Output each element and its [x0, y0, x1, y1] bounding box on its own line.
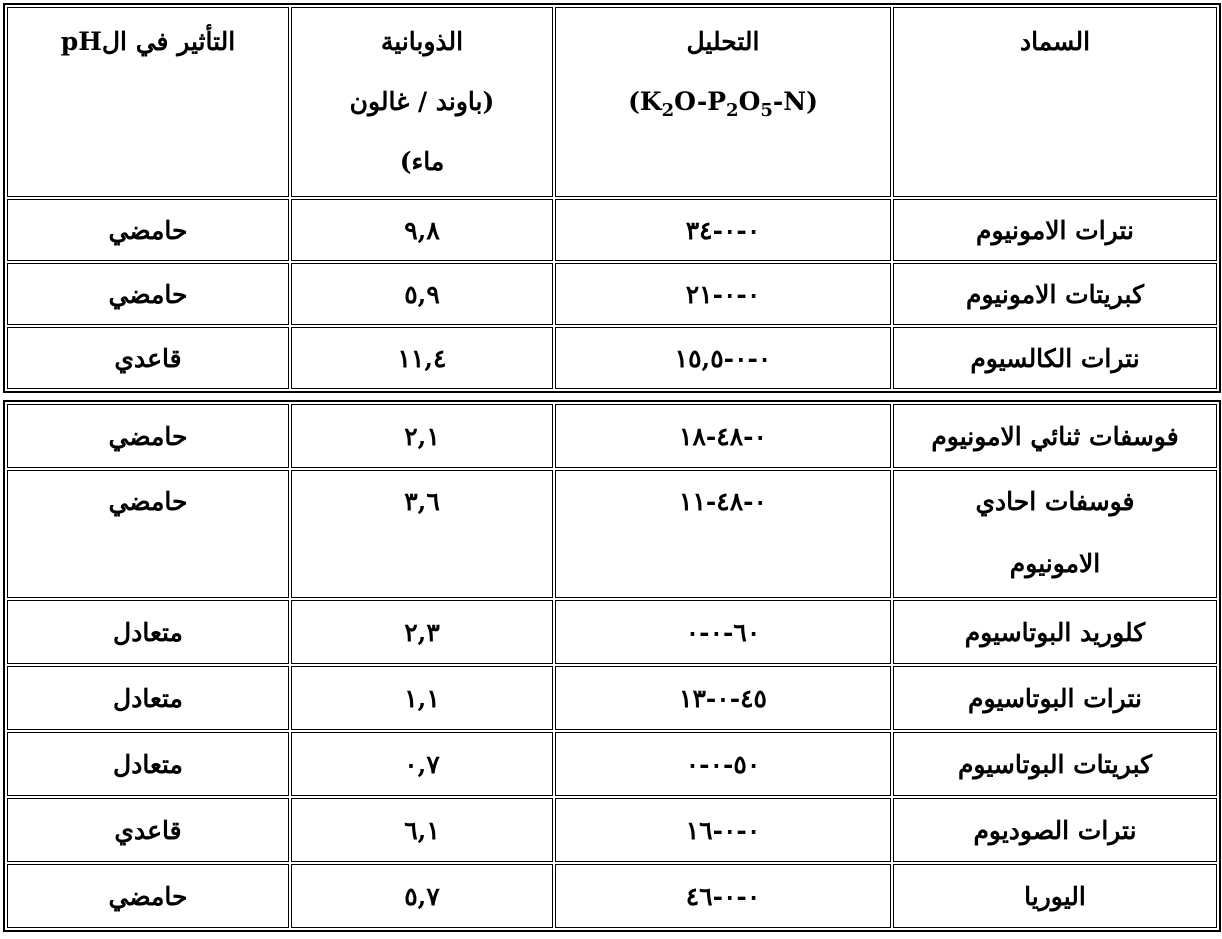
cell-fertilizer: اليوريا [893, 864, 1217, 928]
cell-solubility: ٥,٩ [291, 263, 553, 325]
table-row [7, 864, 1217, 928]
header-fertilizer: السماد [893, 7, 1217, 197]
cell-fertilizer: كلوريد البوتاسيوم [893, 600, 1217, 664]
cell-ph: حامضي [7, 470, 289, 598]
cell-analysis: ٠-٠-١٦ [555, 798, 891, 862]
cell-solubility: ٣,٦ [291, 470, 553, 598]
header-solubility: الذوبانية (باوند / غالون ماء) [291, 7, 553, 197]
table-row [7, 666, 1217, 730]
cell-solubility: ٢,٣ [291, 600, 553, 664]
table-row [7, 600, 1217, 664]
cell-fertilizer: كبريتات الامونيوم [893, 263, 1217, 325]
header-analysis-title: التحليل [686, 27, 760, 56]
header-analysis-formula: $(K_2O-P_2O_5-N)$ [628, 87, 818, 121]
table-row [7, 263, 1217, 325]
cell-ph: متعادل [7, 666, 289, 730]
cell-ph: حامضي [7, 864, 289, 928]
cell-ph: حامضي [7, 404, 289, 468]
table-row [7, 732, 1217, 796]
cell-analysis: ٥٠-٠-٠ [555, 732, 891, 796]
header-ph-effect: التأثير في الpH [7, 7, 289, 197]
cell-analysis: ٤٥-٠-١٣ [555, 666, 891, 730]
cell-analysis: ٠-٠-٢١ [555, 263, 891, 325]
cell-ph: قاعدي [7, 327, 289, 389]
cell-fertilizer: فوسفات احادي الامونيوم [893, 470, 1217, 598]
header-analysis [555, 7, 891, 197]
cell-solubility: ٥,٧ [291, 864, 553, 928]
table-row [7, 327, 1217, 389]
cell-ph: حامضي [7, 199, 289, 261]
cell-analysis: ٠-٠-١٥,٥ [555, 327, 891, 389]
cell-analysis: ٠-٤٨-١١ [555, 470, 891, 598]
fertilizer-table-part-2 [3, 400, 1221, 932]
table-row [7, 798, 1217, 862]
cell-analysis: ٠-٠-٣٤ [555, 199, 891, 261]
cell-solubility: ١,١ [291, 666, 553, 730]
cell-analysis: ٦٠-٠-٠ [555, 600, 891, 664]
cell-fertilizer: فوسفات ثنائي الامونيوم [893, 404, 1217, 468]
cell-fertilizer: نترات الكالسيوم [893, 327, 1217, 389]
cell-ph: قاعدي [7, 798, 289, 862]
cell-solubility: ٦,١ [291, 798, 553, 862]
cell-analysis: ٠-٠-٤٦ [555, 864, 891, 928]
cell-solubility: ١١,٤ [291, 327, 553, 389]
cell-solubility: ٩,٨ [291, 199, 553, 261]
table-row [7, 404, 1217, 468]
cell-analysis: ٠-٤٨-١٨ [555, 404, 891, 468]
cell-solubility: ٢,١ [291, 404, 553, 468]
cell-solubility: ٠,٧ [291, 732, 553, 796]
cell-fertilizer: نترات البوتاسيوم [893, 666, 1217, 730]
cell-fertilizer: نترات الصوديوم [893, 798, 1217, 862]
cell-fertilizer: نترات الامونيوم [893, 199, 1217, 261]
cell-ph: متعادل [7, 732, 289, 796]
table-row [7, 199, 1217, 261]
table-row [7, 470, 1217, 598]
header-row [7, 7, 1217, 197]
cell-ph: متعادل [7, 600, 289, 664]
cell-ph: حامضي [7, 263, 289, 325]
cell-fertilizer: كبريتات البوتاسيوم [893, 732, 1217, 796]
fertilizer-table-part-1 [3, 3, 1221, 393]
